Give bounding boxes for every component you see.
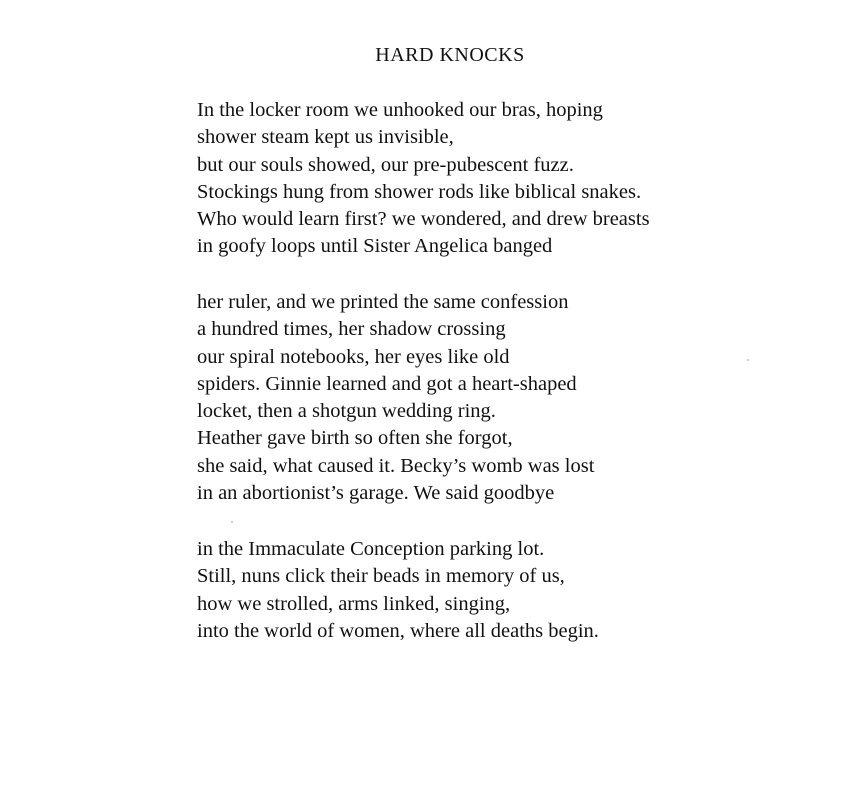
poem-line: in an abortionist’s garage. We said goodbye bbox=[197, 482, 555, 505]
poem-line: Who would learn first? we wondered, and drew breasts bbox=[197, 208, 650, 231]
stanza-2 bbox=[197, 289, 594, 507]
poem-line: into the world of women, where all deaths begin. bbox=[197, 619, 599, 642]
poem-line: Still, nuns click their beads in memory of us, bbox=[197, 565, 565, 588]
stanza-1 bbox=[197, 97, 650, 261]
poem-line: but our souls showed, our pre-pubescent fuzz. bbox=[197, 153, 574, 176]
poem-line: in the Immaculate Conception parking lot. bbox=[197, 538, 545, 560]
poem-line: Heather gave birth so often she forgot, bbox=[197, 427, 513, 450]
stanza-3 bbox=[197, 536, 599, 645]
poem-line: her ruler, and we printed the same confession bbox=[197, 291, 569, 313]
poem-line: she said, what caused it. Becky’s womb was lost bbox=[197, 454, 595, 477]
poem-title: HARD KNOCKS bbox=[375, 44, 525, 66]
poem-line: In the locker room we unhooked our bras, hoping bbox=[197, 99, 603, 121]
scan-speck bbox=[231, 521, 233, 523]
scan-speck bbox=[747, 359, 749, 361]
poem-line: our spiral notebooks, her eyes like old bbox=[197, 345, 510, 368]
poem-line: in goofy loops until Sister Angelica banged bbox=[197, 235, 553, 258]
poem-line: how we strolled, arms linked, singing, bbox=[197, 592, 511, 615]
poem-line: a hundred times, her shadow crossing bbox=[197, 318, 506, 341]
poem-line: locket, then a shotgun wedding ring. bbox=[197, 400, 496, 423]
poem-line: Stockings hung from shower rods like biblical snakes. bbox=[197, 180, 642, 203]
poem-line: shower steam kept us invisible, bbox=[197, 126, 454, 149]
poem-line: spiders. Ginnie learned and got a heart-shaped bbox=[197, 372, 577, 395]
